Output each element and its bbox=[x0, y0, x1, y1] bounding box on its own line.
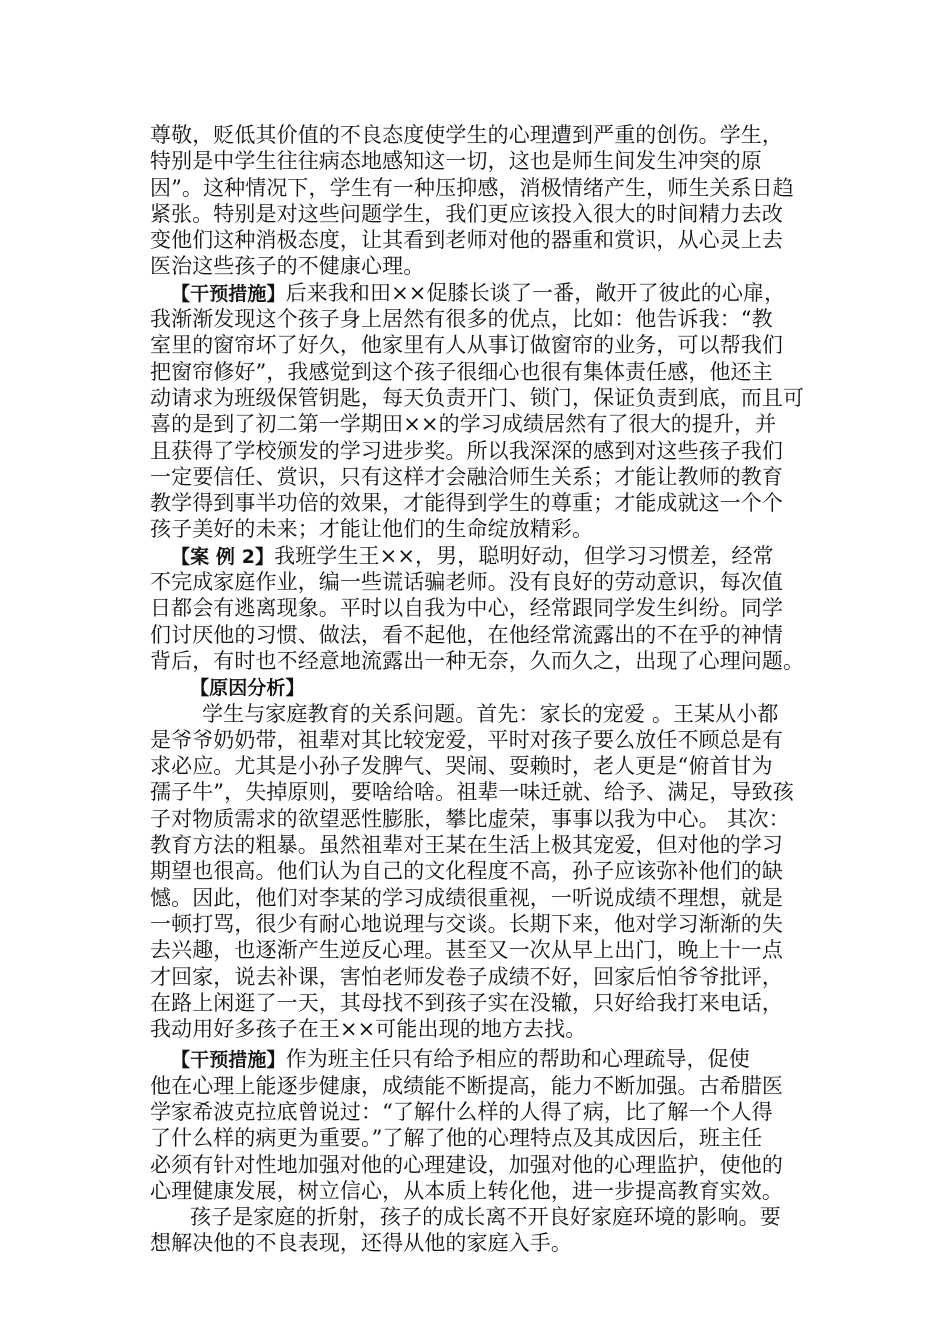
body-text: 孩子美好的未来；才能让他们的生命绽放精彩。 bbox=[150, 517, 594, 542]
text-line bbox=[150, 622, 815, 648]
body-text: 在路上闲逛了一天，其母找不到孩子实在没辙，只好给我打来电话， bbox=[150, 990, 783, 1015]
text-line bbox=[150, 175, 815, 201]
body-text: 喜的是到了初二第一学期田××的学习成绩居然有了很大的提升，并 bbox=[150, 412, 777, 437]
text-line bbox=[150, 964, 815, 990]
body-text: 不完成家庭作业，编一些谎话骗老师。没有良好的劳动意识，每次值 bbox=[150, 570, 783, 595]
body-text: 想解决他的不良表现，还得从他的家庭入手。 bbox=[150, 1231, 572, 1256]
text-line bbox=[150, 701, 815, 727]
body-text: 教学得到事半功倍的效果，才能得到学生的尊重；才能成就这一个个 bbox=[150, 491, 783, 516]
body-text: 们讨厌他的习惯、做法，看不起他，在他经常流露出的不在乎的神情 bbox=[150, 622, 783, 647]
text-line bbox=[150, 438, 815, 464]
body-text: 动请求为班级保管钥匙，每天负责开门、锁门，保证负责到底，而且可 bbox=[150, 385, 805, 410]
text-line bbox=[150, 779, 815, 805]
text-line bbox=[150, 727, 815, 753]
body-text: 去兴趣，也逐渐产生逆反心理。甚至又一次从早上出门，晚上十一点 bbox=[150, 938, 783, 963]
body-text: 一定要信任、赏识，只有这样才会融洽师生关系；才能让教师的教育 bbox=[150, 464, 783, 489]
text-line bbox=[150, 911, 815, 937]
section-heading: 【干预措施】 bbox=[171, 282, 286, 305]
body-text: 求必应。尤其是小孙子发脾气、哭闹、耍赖时，老人更是“俯首甘为 bbox=[150, 754, 773, 779]
text-line bbox=[150, 832, 815, 858]
text-line bbox=[150, 1178, 815, 1204]
section-heading: 【原因分析】 bbox=[190, 677, 305, 700]
body-text: 尊敬，贬低其价值的不良态度使学生的心理遭到严重的创伤。学生， bbox=[150, 123, 783, 147]
text-line bbox=[150, 937, 815, 963]
text-line bbox=[150, 990, 815, 1016]
body-text: 他在心理上能逐步健康，成绩能不断提高，能力不断加强。古希腊医 bbox=[150, 1073, 783, 1098]
text-line bbox=[150, 806, 815, 832]
body-text: 把窗帘修好”，我感觉到这个孩子很细心也很有集体责任感，他还主 bbox=[150, 359, 773, 384]
text-line bbox=[150, 227, 815, 253]
section-heading: 【案 例 2】 bbox=[171, 545, 275, 568]
text-line bbox=[150, 569, 815, 595]
text-line bbox=[150, 280, 815, 306]
body-text: 子对物质需求的欲望恶性膨胀，攀比虚荣，事事以我为中心。 其次： bbox=[150, 806, 790, 831]
body-text: 我班学生王××，男，聪明好动，但学习习惯差，经常 bbox=[274, 543, 774, 568]
text-line bbox=[150, 1230, 815, 1256]
text-line bbox=[150, 1099, 815, 1125]
body-text: 特别是中学生往往病态地感知这一切，这也是师生间发生冲突的原 bbox=[150, 149, 762, 174]
body-text: 我动用好多孩子在王××可能出现的地方去找。 bbox=[150, 1017, 587, 1042]
text-line bbox=[150, 516, 815, 542]
body-text: 期望也很高。他们认为自己的文化程度不高，孙子应该弥补他们的缺 bbox=[150, 859, 783, 884]
text-line bbox=[150, 753, 815, 779]
body-text: 孺子牛”，失掉原则，要啥给啥。祖辈一味迁就、给予、满足，导致孩 bbox=[150, 780, 794, 805]
paragraph bbox=[150, 1046, 815, 1204]
paragraph bbox=[150, 701, 815, 727]
paragraph bbox=[150, 727, 815, 1043]
body-text: 才回家，说去补课，害怕老师发卷子成绩不好，回家后怕爷爷批评， bbox=[150, 964, 783, 989]
body-text: 背后，有时也不经意地流露出一种无奈，久而久之，出现了心理问题。 bbox=[150, 648, 805, 673]
body-text: 我渐渐发现这个孩子身上居然有很多的优点，比如：他告诉我：“教 bbox=[150, 307, 773, 332]
text-line bbox=[150, 385, 815, 411]
body-text: 紧张。特别是对这些问题学生，我们更应该投入很大的时间精力去改 bbox=[150, 201, 783, 226]
paragraph bbox=[150, 674, 815, 700]
document-page bbox=[150, 122, 815, 1257]
text-line bbox=[150, 411, 815, 437]
paragraph bbox=[150, 280, 815, 543]
body-text: 孩子是家庭的折射，孩子的成长离不开良好家庭环境的影响。要 bbox=[190, 1205, 781, 1230]
text-line bbox=[150, 122, 815, 148]
text-line bbox=[150, 332, 815, 358]
text-line bbox=[150, 464, 815, 490]
body-text: 室里的窗帘坏了好久，他家里有人从事订做窗帘的业务，可以帮我们 bbox=[150, 333, 783, 358]
text-line bbox=[150, 1016, 815, 1042]
text-line bbox=[150, 1125, 815, 1151]
text-line bbox=[150, 858, 815, 884]
text-line bbox=[150, 1073, 815, 1099]
section-heading: 【干预措施】 bbox=[171, 1049, 286, 1072]
body-text: 变他们这种消极态度，让其看到老师对他的器重和赏识，从心灵上去 bbox=[150, 228, 783, 253]
text-line bbox=[150, 306, 815, 332]
text-line bbox=[150, 359, 815, 385]
text-line bbox=[150, 253, 815, 279]
text-line bbox=[150, 674, 815, 700]
body-text: 学生与家庭教育的关系问题。首先：家长的宠爱 。王某从小都 bbox=[202, 701, 779, 726]
text-line bbox=[150, 648, 815, 674]
body-text: 且获得了学校颁发的学习进步奖。所以我深深的感到对这些孩子我们 bbox=[150, 438, 783, 463]
body-text: 心理健康发展，树立信心，从本质上转化他，进一步提高教育实效。 bbox=[150, 1178, 783, 1203]
text-line bbox=[150, 1152, 815, 1178]
body-text: 日都会有逃离现象。平时以自我为中心，经常跟同学发生纠纷。同学 bbox=[150, 596, 783, 621]
body-text: 教育方法的粗暴。虽然祖辈对王某在生活上极其宠爱，但对他的学习 bbox=[150, 833, 783, 858]
text-line bbox=[150, 201, 815, 227]
body-text: 憾。因此，他们对李某的学习成绩很重视，一听说成绩不理想，就是 bbox=[150, 885, 783, 910]
text-line bbox=[150, 1046, 815, 1072]
body-text: 医治这些孩子的不健康心理。 bbox=[150, 254, 425, 279]
body-text: 必须有针对性地加强对他的心理建设，加强对他的心理监护，使他的 bbox=[150, 1152, 783, 1177]
paragraph bbox=[150, 1204, 815, 1230]
body-text: 作为班主任只有给予相应的帮助和心理疏导，促使 bbox=[285, 1047, 750, 1072]
body-text: 后来我和田××促膝长谈了一番，敞开了彼此的心扉， bbox=[285, 280, 786, 305]
text-line bbox=[150, 595, 815, 621]
text-line bbox=[150, 885, 815, 911]
body-text: 是爷爷奶奶带，祖辈对其比较宠爱，平时对孩子要么放任不顾总是有 bbox=[150, 727, 783, 752]
body-text: 因”。这种情况下，学生有一种压抑感，消极情绪产生，师生关系日趋 bbox=[150, 175, 794, 200]
body-text: 了什么样的病更为重要。”了解了他的心理特点及其成因后，班主任 bbox=[150, 1126, 763, 1151]
paragraph bbox=[150, 543, 815, 674]
body-text: 一顿打骂，很少有耐心地说理与交谈。长期下来，他对学习渐渐的失 bbox=[150, 911, 783, 936]
paragraph bbox=[150, 1230, 815, 1256]
paragraph bbox=[150, 122, 815, 280]
text-line bbox=[150, 1204, 815, 1230]
body-text: 学家希波克拉底曾说过：“了解什么样的人得了病，比了解一个人得 bbox=[150, 1099, 773, 1124]
text-line bbox=[150, 543, 815, 569]
text-line bbox=[150, 148, 815, 174]
text-line bbox=[150, 490, 815, 516]
